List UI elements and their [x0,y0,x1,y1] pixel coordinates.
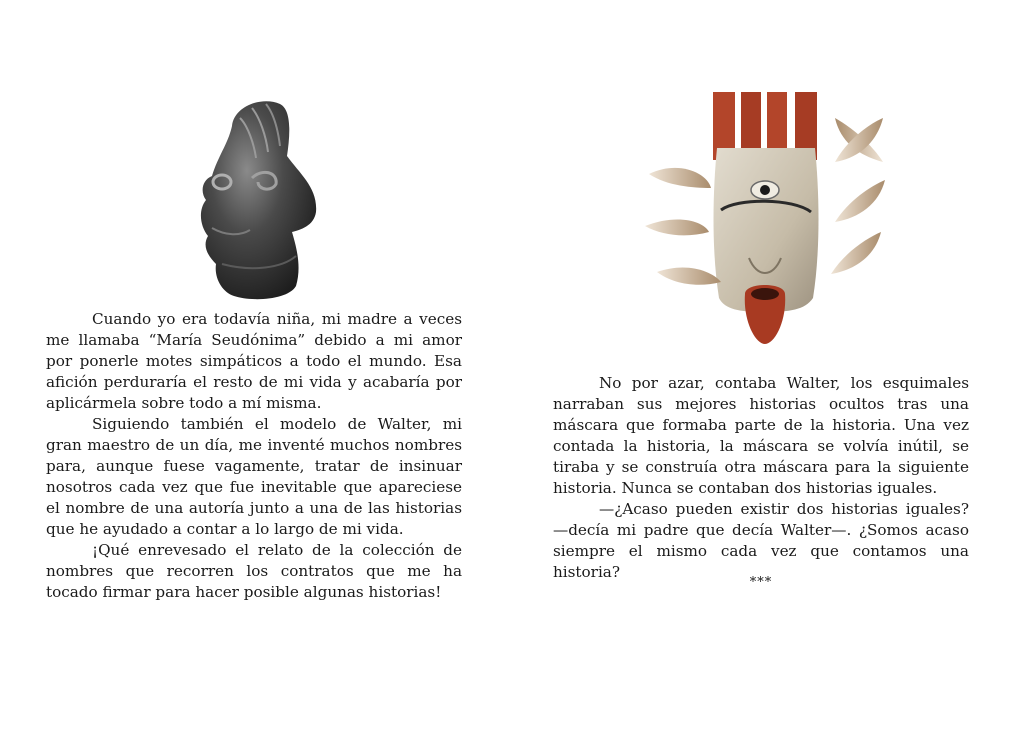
right-page [507,0,1014,750]
paragraph: No por azar, contaba Walter, los esquimales narraban sus mejores historias ocultos tras una máscara que formaba parte de la historia. Una vez contada la historia, la máscara se volvía inútil, se tiraba y se construía otra máscara para la siguiente historia. Nunca se contaban dos historias iguales. [553,374,969,497]
section-separator: *** [749,575,773,590]
stone-sculpture-icon [192,96,322,302]
paragraph: Cuando yo era todavía niña, mi madre a veces me llamaba “María Seudónima” debido a mi amor por ponerle motes simpáticos a todo el mundo. Esa afición perduraría el resto de mi vida y acabaría por aplicármela sobre todo a mí misma. [46,310,462,412]
right-page-text [553,373,969,583]
left-page-text [46,309,462,603]
paragraph: ¡Qué enrevesado el relato de la colección de nombres que recorren los contratos que me ha tocado firmar para hacer posible algunas historias! [46,541,462,601]
eskimo-mask-icon [637,88,887,350]
paragraph: Siguiendo también el modelo de Walter, mi gran maestro de un día, me inventé muchos nombres para, aunque fuese vagamente, tratar de insinuar nosotros cada vez que fue inevitable que apareciese el nombre de una autoría junto a una de las historias que he ayudado a contar a lo largo de mi vida. [46,415,462,538]
paragraph: —¿Acaso pueden existir dos historias iguales? —decía mi padre que decía Walter—. ¿Somos acaso siempre el mismo cada vez que contamos una historia? [553,500,969,581]
